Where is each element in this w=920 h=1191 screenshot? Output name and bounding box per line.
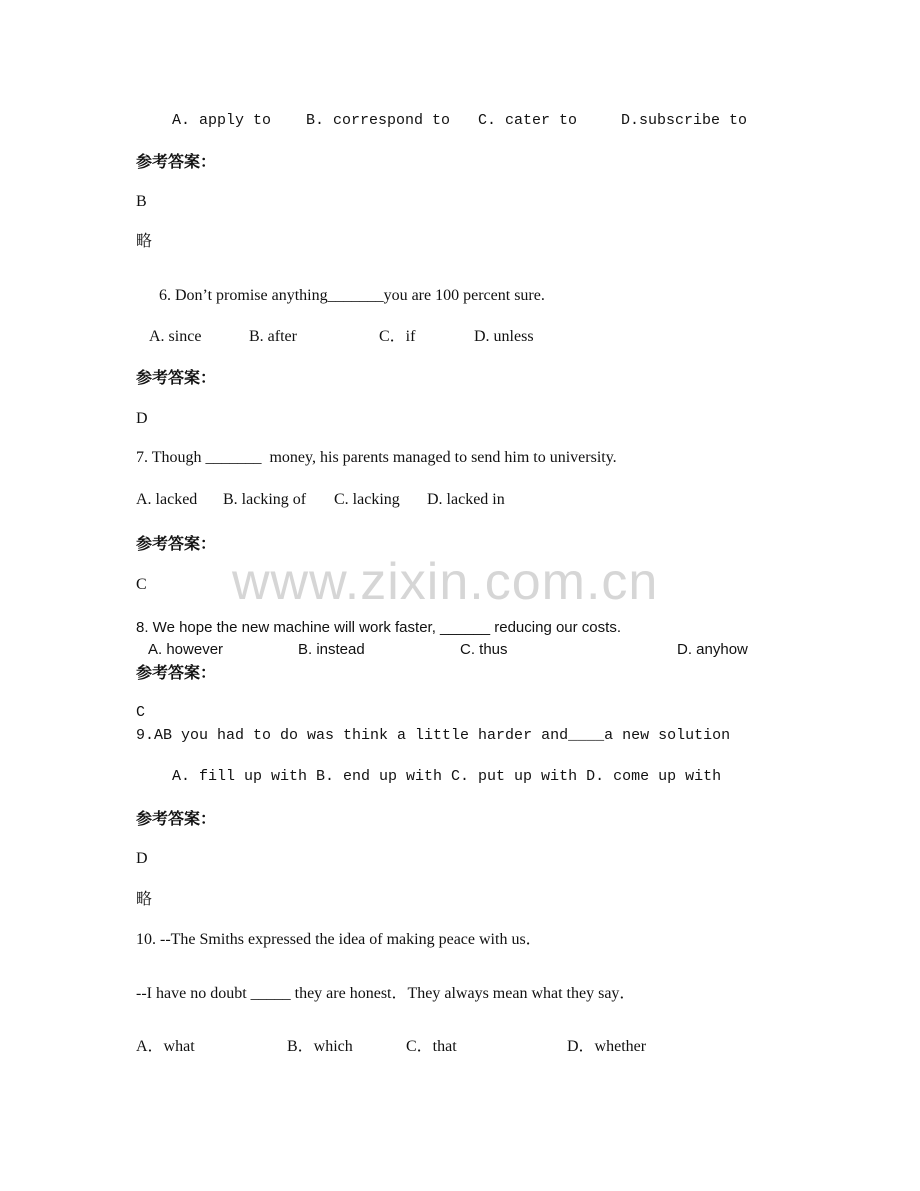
q7-option-c: C. lacking — [334, 491, 400, 508]
q6-option-a: A. since — [149, 328, 202, 345]
q5-answer: B — [136, 193, 147, 210]
q7-stem: 7. Though _______ money, his parents managed to send him to university. — [136, 449, 617, 466]
q10-stem-line1: 10. --The Smiths expressed the idea of making peace with us． — [136, 931, 542, 948]
q5-option-a: A. apply to — [172, 112, 272, 129]
q10-option-d: D．whether — [567, 1038, 647, 1055]
q10-option-b: B．which — [287, 1038, 353, 1055]
q9-stem: 9.AB you had to do was think a little harder and____a new solution — [136, 727, 731, 744]
q8-stem: 8. We hope the new machine will work faster, ______ reducing our costs. — [136, 619, 621, 636]
watermark: www.zixin.com.cn — [232, 553, 659, 611]
q5-note: 略 — [136, 231, 153, 250]
q5-option-c: C. cater to — [478, 112, 578, 129]
q6-answer-label: 参考答案： — [136, 368, 217, 387]
q8-option-d: D. anyhow — [677, 641, 748, 658]
q6-answer: D — [136, 410, 148, 427]
q7-answer: C — [136, 576, 147, 593]
q8-option-b: B. instead — [298, 641, 365, 658]
q7-option-d: D. lacked in — [427, 491, 505, 508]
q7-answer-label: 参考答案： — [136, 534, 217, 553]
q10-stem-line2: --I have no doubt _____ they are honest．They always mean what they say． — [136, 985, 636, 1002]
q9-answer: D — [136, 850, 148, 867]
q8-answer: C — [136, 704, 146, 721]
q5-option-b: B. correspond to — [306, 112, 451, 129]
q5-option-d: D.subscribe to — [621, 112, 748, 129]
q8-answer-label: 参考答案： — [136, 663, 217, 682]
q9-options: A. fill up with B. end up with C. put up with D. come up with — [172, 768, 722, 785]
q8-option-a: A. however — [148, 641, 224, 658]
q6-option-c: C．if — [379, 328, 416, 345]
q6-stem: 6. Don’t promise anything_______you are 100 percent sure. — [159, 287, 545, 304]
q9-note: 略 — [136, 889, 153, 908]
q5-answer-label: 参考答案： — [136, 152, 217, 171]
q9-answer-label: 参考答案： — [136, 809, 217, 828]
q10-option-c: C．that — [406, 1038, 457, 1055]
q10-option-a: A．what — [136, 1038, 195, 1055]
q7-option-b: B. lacking of — [223, 491, 307, 508]
q7-option-a: A. lacked — [136, 491, 198, 508]
q6-option-b: B. after — [249, 328, 297, 345]
q6-option-d: D. unless — [474, 328, 534, 345]
q8-option-c: C. thus — [460, 641, 508, 658]
